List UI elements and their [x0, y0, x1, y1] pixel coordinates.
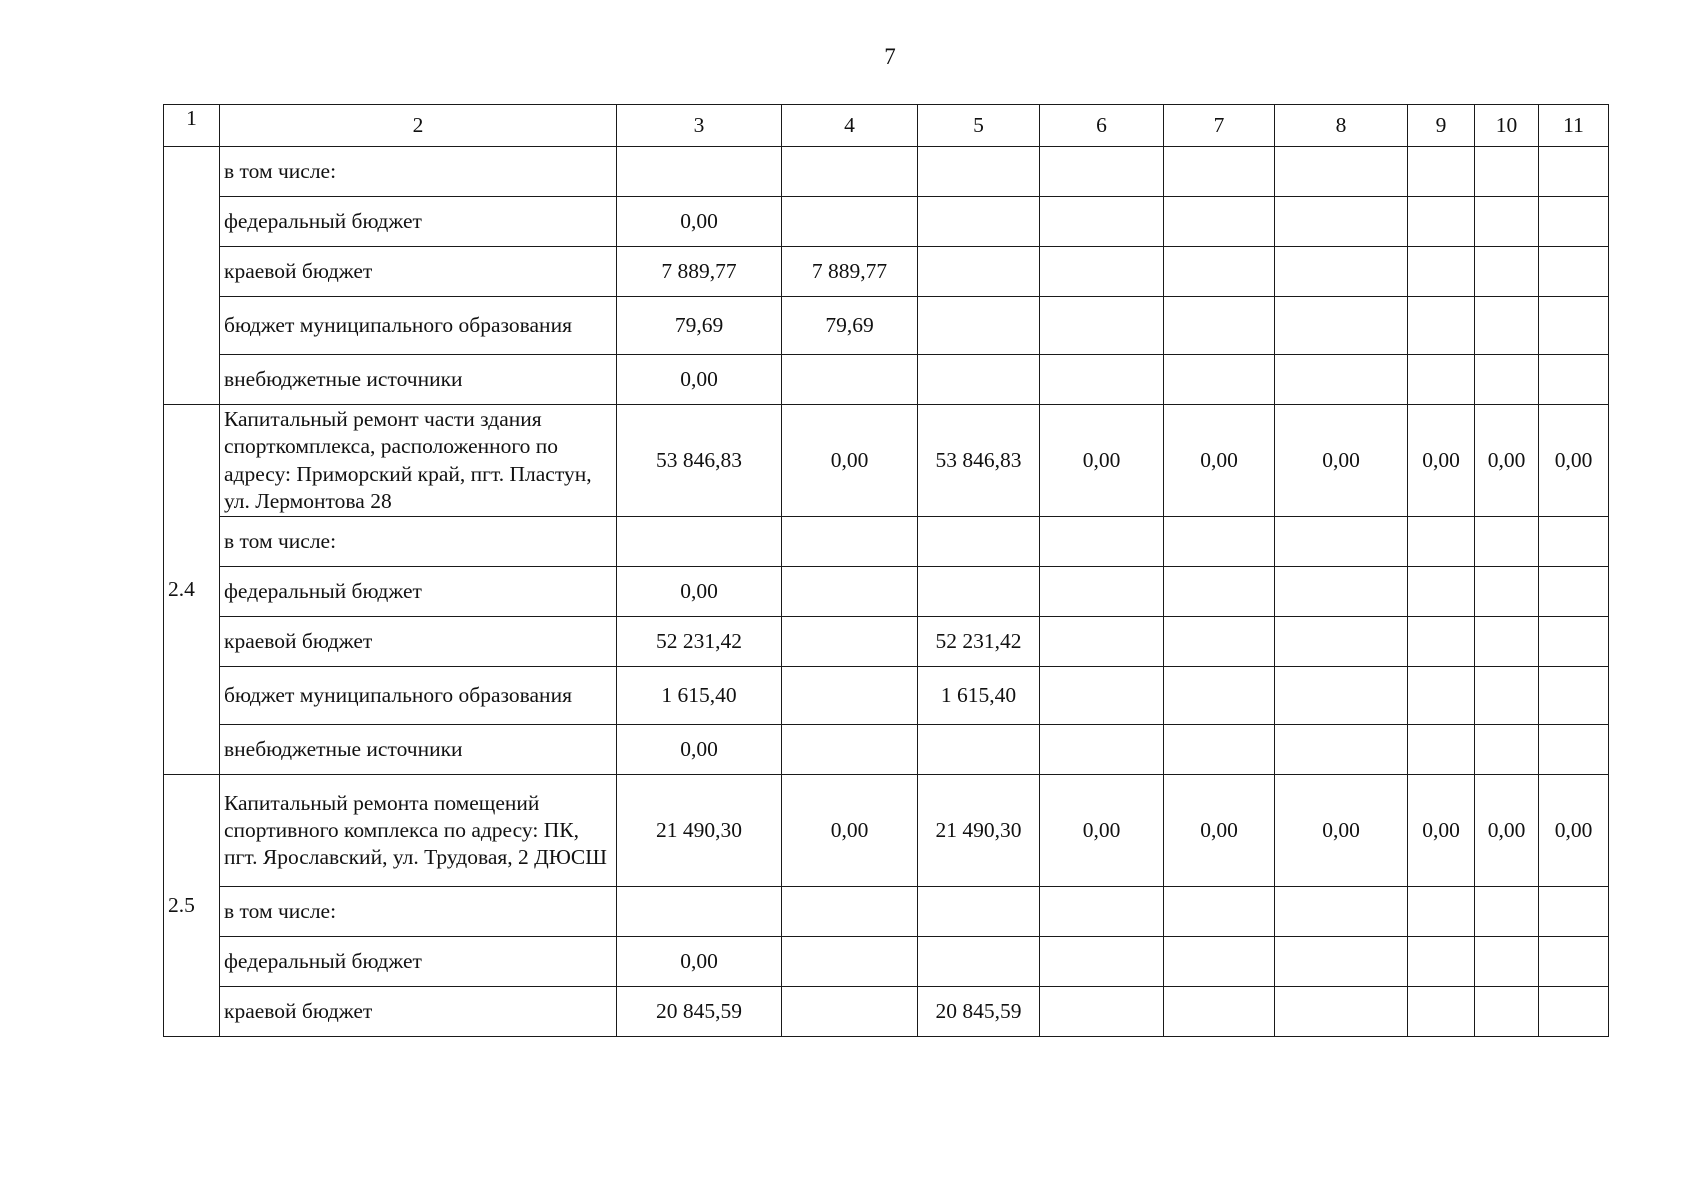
cell-value — [1475, 937, 1539, 987]
cell-value — [782, 725, 918, 775]
cell-value: 0,00 — [617, 725, 782, 775]
table-row — [164, 567, 1609, 617]
cell-value — [782, 617, 918, 667]
cell-value: 0,00 — [1275, 775, 1408, 887]
cell-value — [1408, 197, 1475, 247]
table-row — [164, 197, 1609, 247]
column-header: 7 — [1164, 105, 1275, 147]
row-label: Капитальный ремонта помещений спортивного комплекса по адресу: ПК, пгт. Ярославский, ул. Трудовая, 2 ДЮСШ — [220, 775, 617, 887]
row-label: федеральный бюджет — [220, 567, 617, 617]
cell-value: 0,00 — [782, 775, 918, 887]
cell-value — [1408, 617, 1475, 667]
row-label: бюджет муниципального образования — [220, 667, 617, 725]
table-row — [164, 937, 1609, 987]
column-header: 5 — [918, 105, 1040, 147]
cell-value: 0,00 — [1040, 405, 1164, 517]
cell-value: 0,00 — [1408, 775, 1475, 887]
cell-value: 0,00 — [1275, 405, 1408, 517]
cell-value — [617, 517, 782, 567]
cell-value — [1040, 937, 1164, 987]
cell-value — [1040, 667, 1164, 725]
cell-value: 21 490,30 — [617, 775, 782, 887]
cell-value — [1539, 355, 1609, 405]
cell-value — [1539, 297, 1609, 355]
cell-value — [1408, 147, 1475, 197]
budget-table — [163, 104, 1609, 1037]
table-row — [164, 775, 1609, 887]
cell-value: 20 845,59 — [617, 987, 782, 1037]
cell-value — [1040, 197, 1164, 247]
cell-value — [1475, 567, 1539, 617]
cell-value — [1475, 617, 1539, 667]
cell-value — [782, 517, 918, 567]
cell-value: 21 490,30 — [918, 775, 1040, 887]
cell-value — [782, 197, 918, 247]
cell-value — [1475, 725, 1539, 775]
row-label: в том числе: — [220, 517, 617, 567]
cell-value — [1164, 355, 1275, 405]
cell-value: 52 231,42 — [617, 617, 782, 667]
cell-value: 7 889,77 — [617, 247, 782, 297]
cell-value — [1275, 617, 1408, 667]
cell-value — [1040, 297, 1164, 355]
cell-value — [1275, 725, 1408, 775]
row-label: в том числе: — [220, 147, 617, 197]
column-header: 11 — [1539, 105, 1609, 147]
cell-value: 79,69 — [617, 297, 782, 355]
cell-value: 53 846,83 — [617, 405, 782, 517]
column-header: 2 — [220, 105, 617, 147]
cell-value — [1408, 667, 1475, 725]
cell-value: 0,00 — [782, 405, 918, 517]
cell-value — [1408, 355, 1475, 405]
table-row — [164, 247, 1609, 297]
cell-value — [1275, 297, 1408, 355]
cell-value — [918, 937, 1040, 987]
column-header: 8 — [1275, 105, 1408, 147]
row-label: внебюджетные источники — [220, 355, 617, 405]
cell-value — [1040, 355, 1164, 405]
cell-value — [1040, 247, 1164, 297]
cell-value — [1275, 247, 1408, 297]
cell-value: 0,00 — [1408, 405, 1475, 517]
cell-value — [1408, 937, 1475, 987]
cell-value — [1164, 937, 1275, 987]
row-label: краевой бюджет — [220, 987, 617, 1037]
cell-value — [1275, 517, 1408, 567]
table-row — [164, 297, 1609, 355]
cell-value — [1275, 147, 1408, 197]
cell-value: 0,00 — [1539, 405, 1609, 517]
cell-value — [1040, 567, 1164, 617]
cell-value — [1164, 667, 1275, 725]
cell-value: 1 615,40 — [617, 667, 782, 725]
cell-value — [782, 147, 918, 197]
cell-value — [1164, 147, 1275, 197]
table-row — [164, 725, 1609, 775]
table-row — [164, 517, 1609, 567]
column-header: 9 — [1408, 105, 1475, 147]
cell-value — [918, 355, 1040, 405]
cell-value — [1275, 987, 1408, 1037]
cell-value — [782, 887, 918, 937]
row-label: бюджет муниципального образования — [220, 297, 617, 355]
cell-value — [1408, 247, 1475, 297]
cell-value — [1475, 297, 1539, 355]
row-label: в том числе: — [220, 887, 617, 937]
column-header: 1 — [164, 105, 220, 147]
cell-value — [1539, 887, 1609, 937]
cell-value — [1475, 667, 1539, 725]
cell-value — [1408, 725, 1475, 775]
column-header: 4 — [782, 105, 918, 147]
table-row — [164, 987, 1609, 1037]
cell-value — [1164, 617, 1275, 667]
cell-value — [1539, 725, 1609, 775]
table-row — [164, 667, 1609, 725]
cell-value — [1164, 197, 1275, 247]
cell-value — [1040, 725, 1164, 775]
cell-value — [782, 667, 918, 725]
cell-value — [1475, 987, 1539, 1037]
cell-value — [1539, 667, 1609, 725]
cell-value — [1040, 617, 1164, 667]
cell-value — [782, 355, 918, 405]
cell-value: 0,00 — [1040, 775, 1164, 887]
cell-value — [1539, 617, 1609, 667]
cell-value — [918, 247, 1040, 297]
column-header: 6 — [1040, 105, 1164, 147]
table-row — [164, 147, 1609, 197]
cell-value: 0,00 — [617, 197, 782, 247]
cell-value: 0,00 — [617, 937, 782, 987]
cell-value — [1539, 987, 1609, 1037]
cell-value — [1275, 197, 1408, 247]
cell-value — [1275, 937, 1408, 987]
cell-value — [782, 937, 918, 987]
cell-value: 20 845,59 — [918, 987, 1040, 1037]
cell-value — [1539, 247, 1609, 297]
cell-value — [918, 725, 1040, 775]
cell-value — [1164, 725, 1275, 775]
cell-value — [617, 147, 782, 197]
cell-value: 0,00 — [1164, 775, 1275, 887]
row-label: федеральный бюджет — [220, 937, 617, 987]
cell-value — [782, 987, 918, 1037]
cell-value: 0,00 — [617, 355, 782, 405]
cell-value — [1408, 987, 1475, 1037]
cell-value: 0,00 — [1539, 775, 1609, 887]
cell-value — [918, 887, 1040, 937]
cell-value — [1475, 247, 1539, 297]
cell-value — [1040, 887, 1164, 937]
cell-value — [1475, 517, 1539, 567]
cell-value — [1275, 355, 1408, 405]
cell-value — [1164, 567, 1275, 617]
cell-value: 0,00 — [1164, 405, 1275, 517]
cell-value: 7 889,77 — [782, 247, 918, 297]
cell-value — [1408, 517, 1475, 567]
row-label: Капитальный ремонт части здания спорткомплекса, расположенного по адресу: Приморский край, пгт. Пластун, ул. Лермонтова 28 — [220, 405, 617, 517]
row-index: 2.4 — [164, 405, 220, 775]
cell-value — [1040, 517, 1164, 567]
cell-value — [1408, 887, 1475, 937]
cell-value — [1539, 197, 1609, 247]
cell-value: 53 846,83 — [918, 405, 1040, 517]
cell-value — [1539, 517, 1609, 567]
row-label: краевой бюджет — [220, 617, 617, 667]
cell-value: 0,00 — [1475, 775, 1539, 887]
cell-value — [1040, 987, 1164, 1037]
cell-value: 0,00 — [617, 567, 782, 617]
page-number: 7 — [884, 44, 896, 69]
cell-value — [1408, 297, 1475, 355]
cell-value — [1475, 887, 1539, 937]
row-label: внебюджетные источники — [220, 725, 617, 775]
column-header: 3 — [617, 105, 782, 147]
cell-value — [1475, 147, 1539, 197]
cell-value: 79,69 — [782, 297, 918, 355]
cell-value — [617, 887, 782, 937]
row-index: 2.5 — [164, 775, 220, 1037]
cell-value — [918, 297, 1040, 355]
cell-value: 1 615,40 — [918, 667, 1040, 725]
cell-value — [1275, 887, 1408, 937]
cell-value — [782, 567, 918, 617]
cell-value — [1164, 887, 1275, 937]
column-header: 10 — [1475, 105, 1539, 147]
table-row — [164, 405, 1609, 517]
cell-value — [1539, 937, 1609, 987]
cell-value: 0,00 — [1475, 405, 1539, 517]
cell-value — [918, 197, 1040, 247]
table-row — [164, 617, 1609, 667]
header-row — [164, 105, 1609, 147]
cell-value — [1408, 567, 1475, 617]
cell-value — [918, 147, 1040, 197]
cell-value — [918, 517, 1040, 567]
cell-value — [1164, 987, 1275, 1037]
row-index — [164, 147, 220, 405]
cell-value — [1539, 147, 1609, 197]
cell-value — [1164, 517, 1275, 567]
cell-value — [1475, 355, 1539, 405]
cell-value — [1475, 197, 1539, 247]
table-row — [164, 355, 1609, 405]
table-row — [164, 887, 1609, 937]
cell-value — [1275, 667, 1408, 725]
cell-value — [1164, 247, 1275, 297]
row-label: федеральный бюджет — [220, 197, 617, 247]
cell-value — [1539, 567, 1609, 617]
cell-value: 52 231,42 — [918, 617, 1040, 667]
row-label: краевой бюджет — [220, 247, 617, 297]
cell-value — [1040, 147, 1164, 197]
cell-value — [918, 567, 1040, 617]
cell-value — [1164, 297, 1275, 355]
cell-value — [1275, 567, 1408, 617]
